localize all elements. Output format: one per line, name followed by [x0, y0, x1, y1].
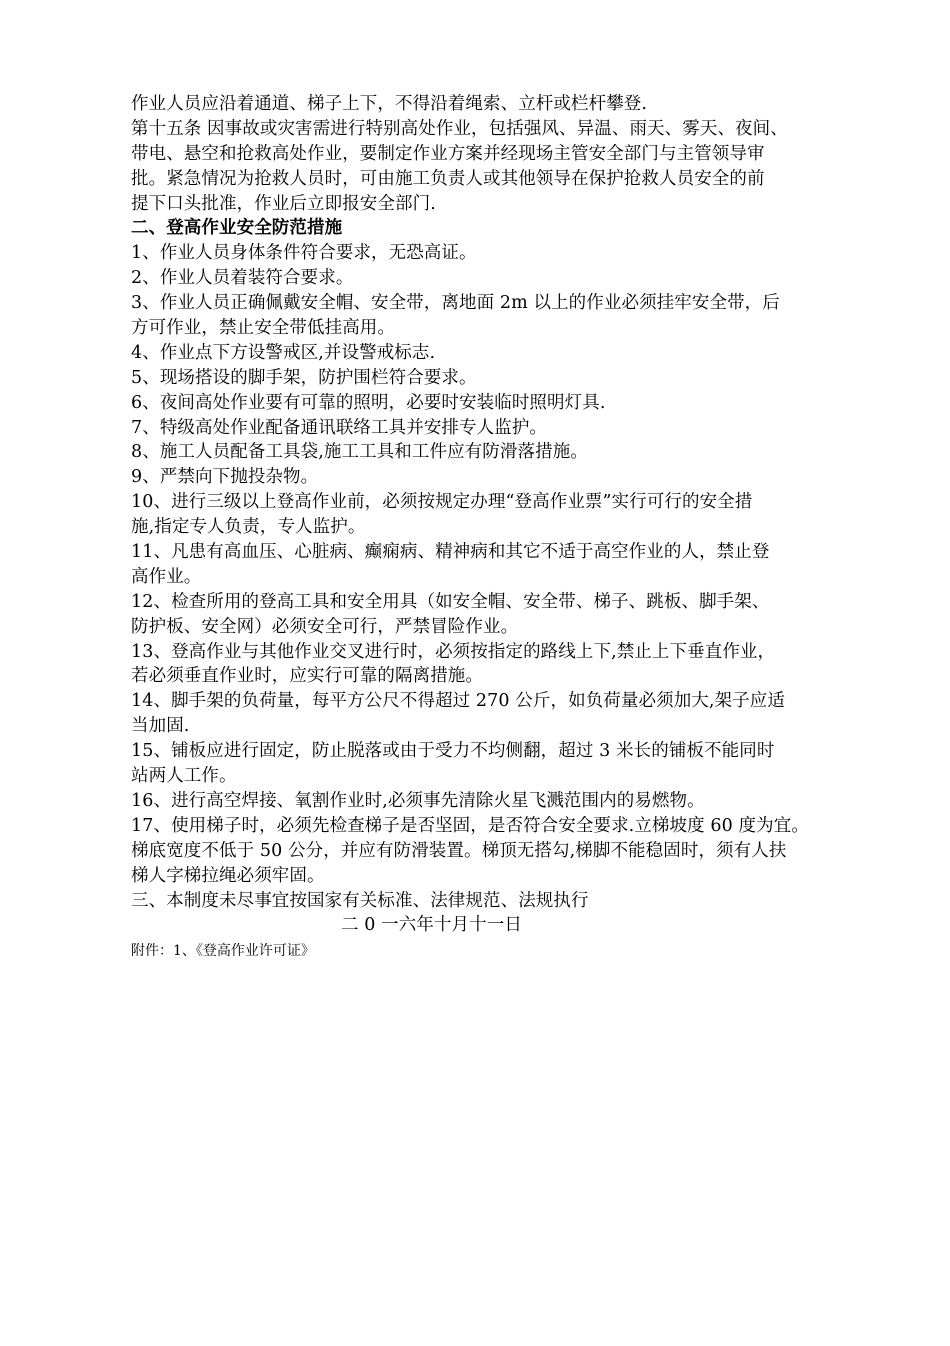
text-line: 9、严禁向下抛投杂物。: [131, 467, 319, 488]
text-line: 8、施工人员配备工具袋,施工工具和工件应有防滑落措施。: [131, 442, 588, 463]
text-line: 高作业。: [131, 566, 202, 587]
text-line: 三、本制度未尽事宜按国家有关标准、法律规范、法规执行: [131, 890, 589, 911]
text-line: 防护板、安全网）必须安全可行，严禁冒险作业。: [131, 616, 519, 637]
text-line: 12、检查所用的登高工具和安全用具（如安全帽、安全带、梯子、跳板、脚手架、: [131, 591, 770, 612]
text-line: 当加固.: [131, 716, 190, 737]
text-line: 15、铺板应进行固定，防止脱落或由于受力不均侧翻，超过 3 米长的铺板不能同时: [131, 741, 775, 762]
text-line: 作业人员应沿着通道、梯子上下，不得沿着绳索、立杆或栏杆攀登.: [131, 94, 648, 114]
text-line: 梯人字梯拉绳必须牢固。: [131, 865, 325, 886]
document-page: [131, 92, 851, 962]
attachment-note: 附件：1、《登高作业许可证》: [131, 943, 315, 960]
text-line: 17、使用梯子时，必须先检查梯子是否坚固，是否符合安全要求.立梯坡度 60 度为宜。: [131, 815, 809, 836]
text-line: 10、进行三级以上登高作业前，必须按规定办理“登高作业票”实行可行的安全措: [131, 492, 753, 513]
text-line: 7、特级高处作业配备通讯联络工具并安排专人监护。: [131, 417, 548, 438]
text-line: 4、作业点下方设警戒区,并设警戒标志.: [131, 342, 436, 363]
text-line: 16、进行高空焊接、氧割作业时,必须事先清除火星飞溅范围内的易燃物。: [131, 790, 705, 811]
text-line: 14、脚手架的负荷量，每平方公尺不得超过 270 公斤，如负荷量必须加大,架子应适: [131, 691, 785, 712]
text-line: 若必须垂直作业时，应实行可靠的隔离措施。: [131, 666, 483, 687]
text-line: 施,指定专人负责，专人监护。: [131, 517, 366, 538]
text-line: 6、夜间高处作业要有可靠的照明，必要时安装临时照明灯具.: [131, 392, 606, 413]
text-line: 1、作业人员身体条件符合要求，无恐高证。: [131, 243, 477, 264]
text-line: 批。紧急情况为抢救人员时，可由施工负责人或其他领导在保护抢救人员安全的前: [131, 168, 765, 189]
section-heading: 二、登高作业安全防范措施: [131, 218, 343, 239]
text-line: 第十五条 因事故或灾害需进行特别高处作业，包括强风、异温、雨天、雾天、夜间、: [131, 118, 788, 139]
text-line: 11、凡患有高血压、心脏病、癫痫病、精神病和其它不适于高空作业的人，禁止登: [131, 542, 770, 563]
text-line: 带电、悬空和抢救高处作业，要制定作业方案并经现场主管安全部门与主管领导审: [131, 143, 765, 164]
text-line: 站两人工作。: [131, 766, 237, 787]
text-line: 13、登高作业与其他作业交叉进行时，必须按指定的路线上下,禁止上下垂直作业，: [131, 641, 776, 662]
text-line: 5、现场搭设的脚手架，防护围栏符合要求。: [131, 367, 477, 388]
document-date: 二 0 一六年十月十一日: [341, 915, 522, 936]
text-line: 2、作业人员着装符合要求。: [131, 268, 354, 289]
text-line: 方可作业，禁止安全带低挂高用。: [131, 318, 395, 339]
text-line: 梯底宽度不低于 50 公分，并应有防滑装置。梯顶无搭勾,梯脚不能稳固时，须有人扶: [131, 840, 787, 861]
text-line: 提下口头批准，作业后立即报安全部门.: [131, 193, 436, 214]
document-body: [131, 92, 851, 913]
text-line: 3、作业人员正确佩戴安全帽、安全带，离地面 2m 以上的作业必须挂牢安全带，后: [131, 293, 780, 314]
